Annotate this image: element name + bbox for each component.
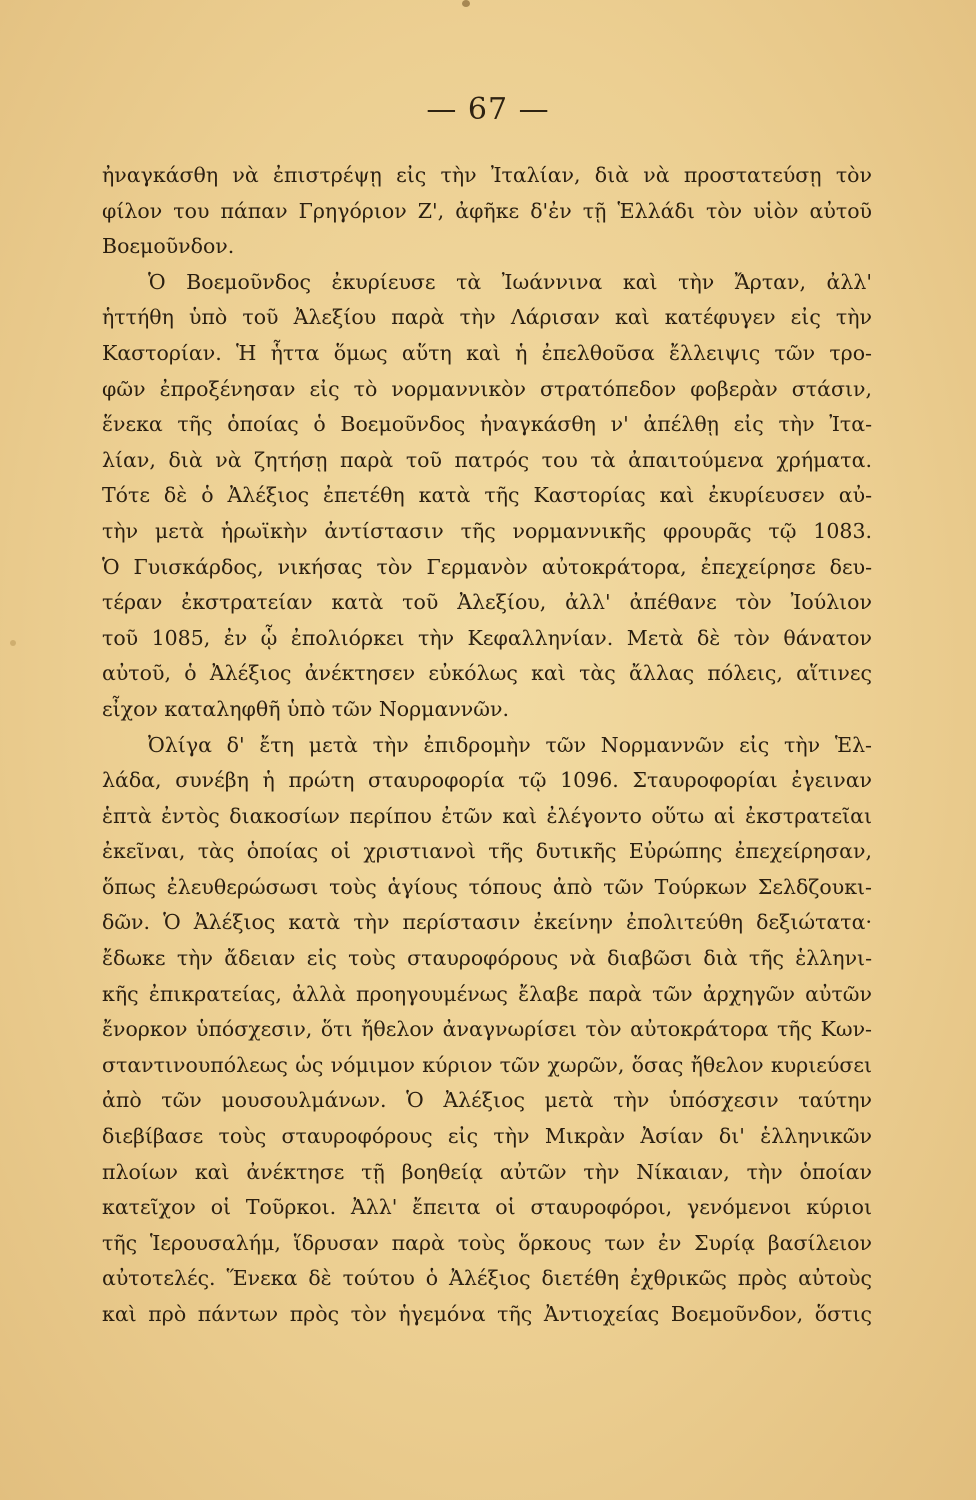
text-line: ὅπως ἐλευθερώσωσι τοὺς ἁγίους τόπους ἀπὸ τῶν Τούρκων Σελδζουκι- bbox=[102, 874, 872, 899]
text-line: ἔδωκε τὴν ἄδειαν εἰς τοὺς σταυροφόρους νὰ διαβῶσι διὰ τῆς ἑλληνι- bbox=[102, 946, 872, 971]
text-line: ἀπὸ τῶν μουσουλμάνων. Ὁ Ἀλέξιος μετὰ τὴν ὑπόσχεσιν ταύτην bbox=[102, 1088, 872, 1113]
text-line: λίαν, διὰ νὰ ζητήσῃ παρὰ τοῦ πατρός του τὰ ἀπαιτούμενα χρήματα. bbox=[102, 447, 872, 472]
text-line: Τότε δὲ ὁ Ἀλέξιος ἐπετέθη κατὰ τῆς Καστορίας καὶ ἐκυρίευσεν αὐ- bbox=[102, 483, 872, 508]
ink-spot bbox=[462, 0, 470, 7]
text-line: Ὀλίγα δ' ἔτη μετὰ τὴν ἐπιδρομὴν τῶν Νορμαννῶν εἰς τὴν Ἑλ- bbox=[148, 732, 872, 757]
text-line: εἶχον καταληφθῆ ὑπὸ τῶν Νορμαννῶν. bbox=[102, 696, 509, 721]
body-text bbox=[102, 158, 872, 1333]
text-line: διεβίβασε τοὺς σταυροφόρους εἰς τὴν Μικρὰν Ἀσίαν δι' ἑλληνικῶν bbox=[102, 1124, 872, 1149]
text-line: φῶν ἐπροξένησαν εἰς τὸ νορμαννικὸν στρατόπεδον φοβερὰν στάσιν, bbox=[102, 376, 872, 401]
text-line: δῶν. Ὁ Ἀλέξιος κατὰ τὴν περίστασιν ἐκείνην ἐπολιτεύθη δεξιώτατα· bbox=[102, 910, 872, 935]
text-line: ἔνορκον ὑπόσχεσιν, ὅτι ἤθελον ἀναγνωρίσει τὸν αὐτοκράτορα τῆς Κων- bbox=[102, 1017, 872, 1042]
text-line: τὴν μετὰ ἡρωϊκὴν ἀντίστασιν τῆς νορμαννικῆς φρουρᾶς τῷ 1083. bbox=[102, 518, 872, 543]
page-number: — 67 — bbox=[426, 92, 550, 127]
text-line: αὐτοῦ, ὁ Ἀλέξιος ἀνέκτησεν εὐκόλως καὶ τὰς ἄλλας πόλεις, αἵτινες bbox=[102, 661, 872, 686]
text-line: τέραν ἐκστρατείαν κατὰ τοῦ Ἀλεξίου, ἀλλ' ἀπέθανε τὸν Ἰούλιον bbox=[102, 590, 872, 615]
text-line: Ὁ Γυισκάρδος, νικήσας τὸν Γερμανὸν αὐτοκράτορα, ἐπεχείρησε δευ- bbox=[102, 554, 872, 579]
text-line: ἡττήθη ὑπὸ τοῦ Ἀλεξίου παρὰ τὴν Λάρισαν καὶ κατέφυγεν εἰς τὴν bbox=[102, 305, 872, 330]
text-line: ἑπτὰ ἐντὸς διακοσίων περίπου ἐτῶν καὶ ἐλέγοντο οὕτω αἱ ἐκστρατεῖαι bbox=[102, 803, 872, 828]
text-line: κῆς ἐπικρατείας, ἀλλὰ προηγουμένως ἔλαβε παρὰ τῶν ἀρχηγῶν αὐτῶν bbox=[102, 981, 872, 1006]
text-line: Ὁ Βοεμοῦνδος ἐκυρίευσε τὰ Ἰωάννινα καὶ τὴν Ἄρταν, ἀλλ' bbox=[148, 269, 872, 294]
text-line: φίλον του πάπαν Γρηγόριον Ζ', ἀφῆκε δ'ἐν τῇ Ἑλλάδι τὸν υἱὸν αὐτοῦ bbox=[102, 198, 872, 223]
text-line: Βοεμοῦνδον. bbox=[102, 234, 235, 259]
text-line: λάδα, συνέβη ἡ πρώτη σταυροφορία τῷ 1096. Σταυροφορίαι ἐγειναν bbox=[102, 768, 872, 793]
text-line: σταντινουπόλεως ὡς νόμιμον κύριον τῶν χωρῶν, ὅσας ἤθελον κυριεύσει bbox=[102, 1052, 872, 1077]
text-line: πλοίων καὶ ἀνέκτησε τῇ βοηθείᾳ αὐτῶν τὴν Νίκαιαν, τὴν ὁποίαν bbox=[102, 1159, 872, 1184]
text-line: καὶ πρὸ πάντων πρὸς τὸν ἡγεμόνα τῆς Ἀντιοχείας Βοεμοῦνδον, ὅστις bbox=[102, 1302, 872, 1326]
text-line: Καστορίαν. Ἡ ἧττα ὅμως αὕτη καὶ ἡ ἐπελθοῦσα ἔλλειψις τῶν τρο- bbox=[102, 340, 872, 365]
text-line: τῆς Ἱερουσαλήμ, ἵδρυσαν παρὰ τοὺς ὅρκους των ἐν Συρίᾳ βασίλειον bbox=[102, 1230, 872, 1255]
paper-stain bbox=[10, 640, 16, 646]
text-line: ἠναγκάσθη νὰ ἐπιστρέψῃ εἰς τὴν Ἰταλίαν, διὰ νὰ προστατεύσῃ τὸν bbox=[102, 163, 872, 187]
text-line: τοῦ 1085, ἐν ᾧ ἐπολιόρκει τὴν Κεφαλληνίαν. Μετὰ δὲ τὸν θάνατον bbox=[102, 625, 872, 650]
text-line: ἐκεῖναι, τὰς ὁποίας οἱ χριστιανοὶ τῆς δυτικῆς Εὐρώπης ἐπεχείρησαν, bbox=[102, 839, 872, 864]
text-line: κατεῖχον οἱ Τοῦρκοι. Ἀλλ' ἔπειτα οἱ σταυροφόροι, γενόμενοι κύριοι bbox=[102, 1195, 872, 1220]
text-line: ἕνεκα τῆς ὁποίας ὁ Βοεμοῦνδος ἠναγκάσθη ν' ἀπέλθῃ εἰς τὴν Ἰτα- bbox=[102, 412, 872, 437]
text-line: αὐτοτελές. Ἕνεκα δὲ τούτου ὁ Ἀλέξιος διετέθη ἐχθρικῶς πρὸς αὐτοὺς bbox=[102, 1266, 872, 1291]
